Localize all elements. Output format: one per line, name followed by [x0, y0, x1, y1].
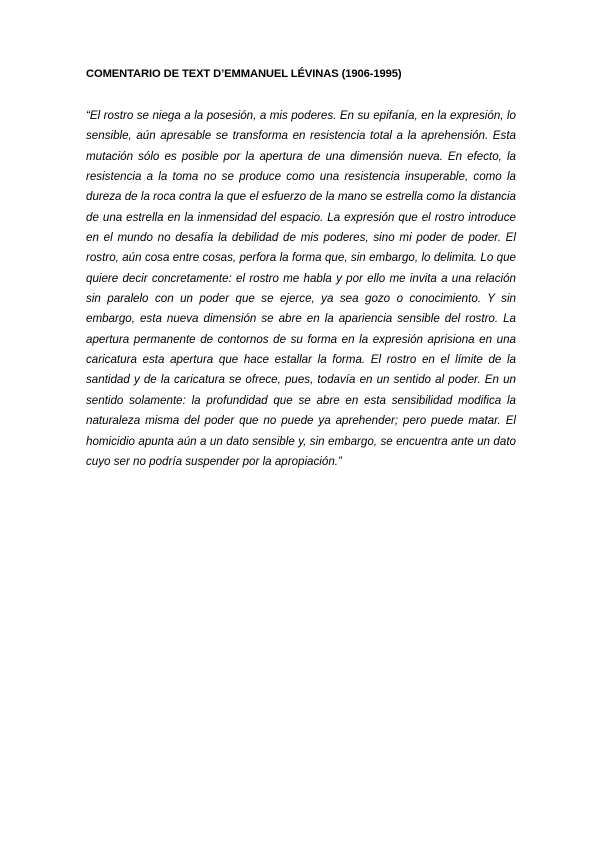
document-title: COMENTARIO DE TEXT D’EMMANUEL LÉVINAS (1906-1995)	[86, 68, 402, 80]
quote-paragraph: “El rostro se niega a la posesión, a mis poderes. En su epifanía, en la expresión, lo sensible, aún apresable se transforma en resistencia total a la aprehensión. Esta mutación sólo es posible por la apertura de una dimensión nueva. En efecto, la resistencia a la toma no se produce como una resistencia insuperable, como la dureza de la roca contra la que el esfuerzo de la mano se estrella como la distancia de una estrella en la inmensidad del espacio. La expresión que el rostro introduce en el mundo no desafía la debilidad de mis poderes, sino mi poder de poder. El rostro, aún cosa entre cosas, perfora la forma que, sin embargo, lo delimita. Lo que quiere decir concretamente: el rostro me habla y por ello me invita a una relación sin paralelo con un poder que se ejerce, ya sea gozo o conocimiento. Y sin embargo, esta nueva dimensión se abre en la apariencia sensible del rostro. La apertura permanente de contornos de su forma en la expresión aprisiona en una caricatura esta apertura que hace estallar la forma. El rostro en el límite de la santidad y de la caricatura se ofrece, pues, todavía en un sentido al poder. En un sentido solamente: la profundidad que se abre en esta sensibilidad modifica la naturaleza misma del poder que no puede ya aprehender; pero puede matar. El homicidio apunta aún a un dato sensible y, sin embargo, se encuentra ante un dato cuyo ser no podría suspender por la apropiación.”	[86, 109, 516, 468]
